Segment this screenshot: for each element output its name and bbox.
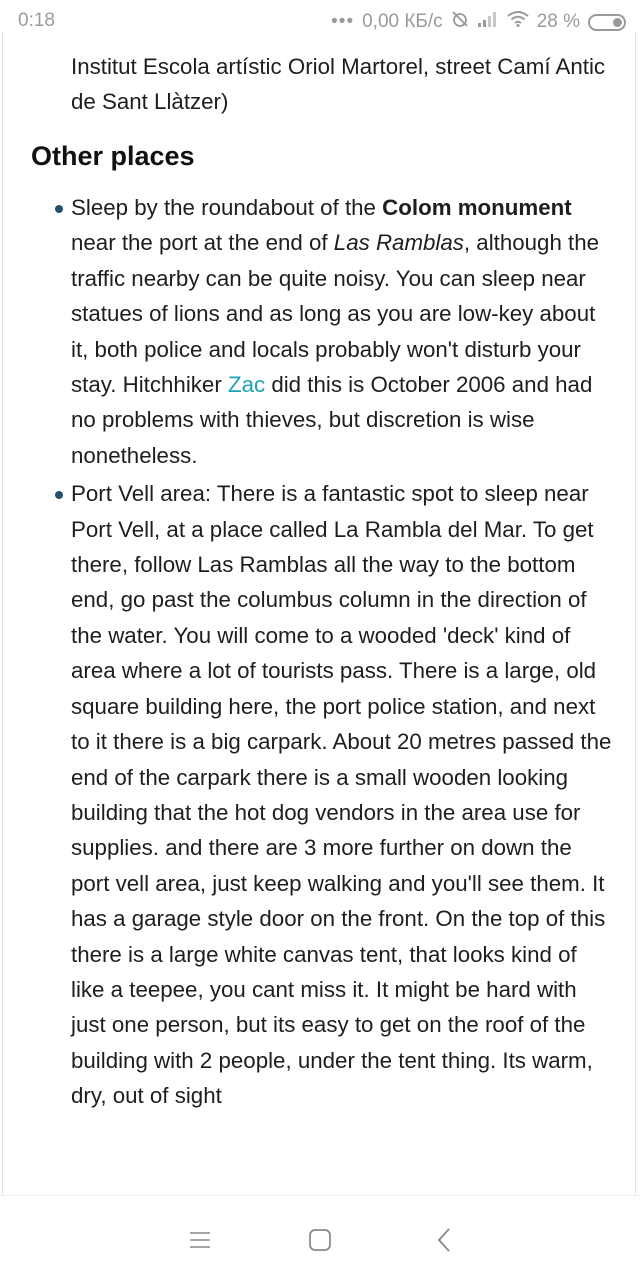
item-text: did this is October 2006 and had no problems with thieves, but discretion is wise nonetheless.: [71, 372, 593, 468]
alarm-off-icon: [451, 10, 469, 34]
zac-link[interactable]: Zac: [227, 372, 266, 398]
item-bold-text: Colom monument: [382, 195, 572, 220]
navigation-bar: [0, 1195, 640, 1281]
signal-icon: [477, 11, 499, 33]
list-item: [3, 190, 633, 473]
bullet-icon: [55, 491, 63, 499]
status-time: 0:18: [18, 10, 55, 31]
home-icon: [308, 1228, 332, 1252]
list-item: [3, 476, 633, 1113]
bullet-icon: [55, 205, 63, 213]
menu-button[interactable]: [180, 1220, 220, 1260]
home-button[interactable]: [300, 1220, 340, 1260]
battery-icon: [588, 14, 626, 31]
menu-icon: [189, 1230, 211, 1250]
article-content: [2, 32, 636, 1195]
item-text: , although the traffic nearby can be quite noisy. You can sleep near statues of lions and as long as you are low-key about it, both police and locals probably won't disturb your stay. Hitchhiker: [71, 230, 600, 398]
back-button[interactable]: [424, 1220, 464, 1260]
item-text: near the port at the end of: [71, 230, 334, 256]
back-icon: [436, 1227, 452, 1253]
intro-tail-text: Institut Escola artístic Oriol Martorel, street Camí Antic de Sant Llàtzer): [71, 54, 606, 115]
item-text: Sleep by the roundabout of the: [71, 195, 383, 220]
places-list: [3, 190, 633, 1117]
item-text: Port Vell area: There is a fantastic spot to sleep near Port Vell, at a place called La Rambla del Mar. To get there, follow Las Ramblas all the way to the bottom end, go past the columbus column in the direction of the water. You will come to a wooded 'deck' kind of area where a lot of tourists pass. There is a large, old square building here, the port police station, and next to it there is a big carpark. About 20 metres passed the end of the carpark there is a small wooden looking building that the hot dog vendors in the area use for supplies. and there are 3 more further on down the port vell area, just keep walking and you'll see them. It has a garage style door on the front. On the top of this there is a large white canvas tent, that looks kind of like a teepee, you cant miss it. It might be hard with just one person, but its easy to get on the roof of the building with 2 people, under the tent thing. Its warm, dry, out of sight: [71, 481, 612, 1109]
section-title: Other places: [31, 141, 195, 171]
dots-icon: •••: [331, 11, 355, 32]
status-right: [331, 10, 626, 34]
wifi-icon: [507, 11, 529, 33]
battery-level: 28 %: [536, 11, 580, 32]
network-speed: 0,00 КБ/с: [362, 11, 443, 32]
item-italic-text: Las Ramblas: [333, 230, 464, 256]
